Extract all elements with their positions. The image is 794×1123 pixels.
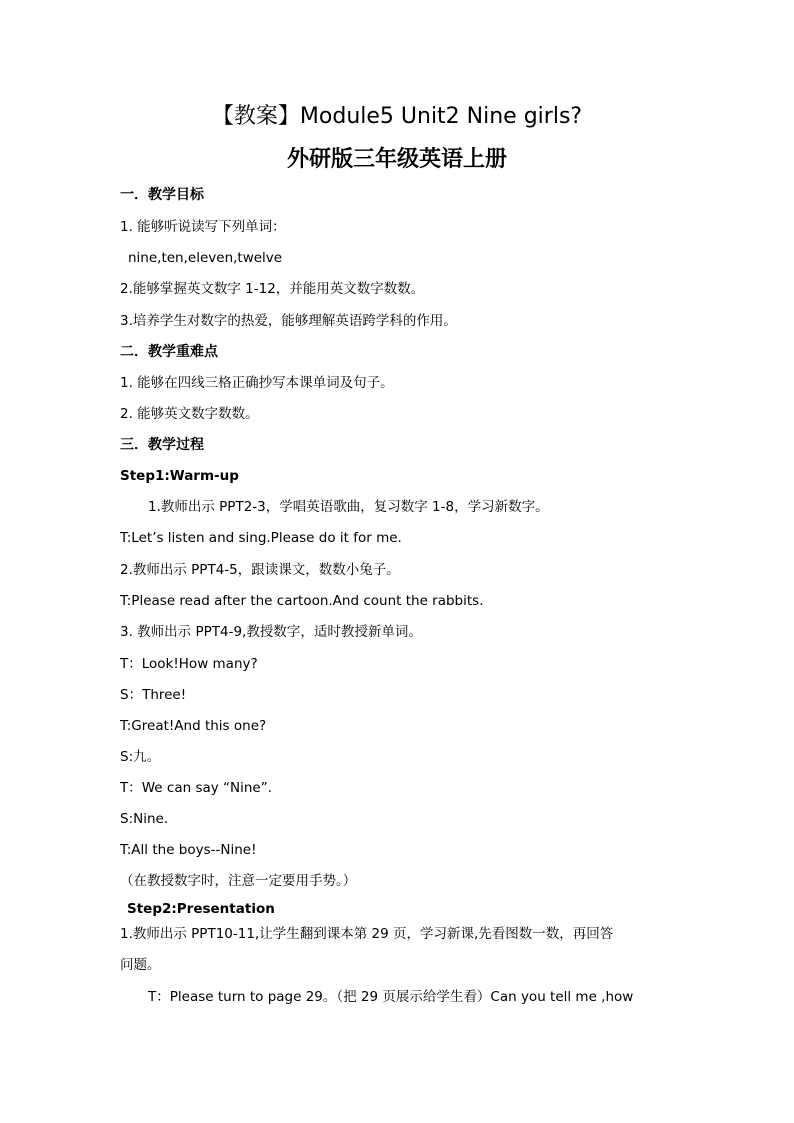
paragraph-line: （在教授数字时，注意一定要用手势。）: [120, 873, 357, 889]
paragraph-line: 问题。: [120, 957, 161, 973]
dialogue-line: S：Three!: [120, 687, 187, 703]
paragraph-line: 2. 能够英文数字数数。: [120, 406, 259, 422]
section-heading: 三．教学过程: [120, 437, 204, 453]
step-heading: Step2:Presentation: [127, 901, 275, 917]
paragraph-line: 2.能够掌握英文数字 1-12，并能用英文数字数数。: [120, 281, 425, 297]
paragraph-line: T:Please read after the cartoon.And count the rabbits.: [120, 593, 484, 609]
paragraph-line: 3. 教师出示 PPT4-9,教授数字，适时教授新单词。: [120, 624, 422, 640]
paragraph-line: T:Let’s listen and sing.Please do it for me.: [120, 530, 402, 546]
paragraph-line: 1.教师出示 PPT2-3，学唱英语歌曲，复习数字 1-8，学习新数字。: [148, 499, 549, 515]
paragraph-line: 3.培养学生对数字的热爱，能够理解英语跨学科的作用。: [120, 313, 457, 329]
paragraph-line: 1. 能够在四线三格正确抄写本课单词及句子。: [120, 375, 394, 391]
paragraph-line: T：Please turn to page 29。（把 29 页展示给学生看）Can you tell me ,how: [148, 989, 634, 1005]
section-heading: 二．教学重难点: [120, 344, 218, 360]
dialogue-line: S:Nine.: [120, 811, 169, 827]
dialogue-line: T：We can say “Nine”.: [120, 780, 273, 796]
document-subtitle: 外研版三年级英语上册: [286, 147, 507, 172]
paragraph-line: 1. 能够听说读写下列单词：: [120, 219, 286, 235]
paragraph-line: 2.教师出示 PPT4-5，跟读课文，数数小兔子。: [120, 562, 400, 578]
dialogue-line: T:All the boys--Nine!: [120, 842, 257, 858]
dialogue-line: S:九。: [120, 749, 161, 765]
step-heading: Step1:Warm-up: [120, 468, 239, 484]
paragraph-line: 1.教师出示 PPT10-11,让学生翻到课本第 29 页，学习新课,先看图数一数，再回答: [120, 926, 614, 942]
document-title: 【教案】Module5 Unit2 Nine girls?: [211, 104, 583, 129]
section-heading: 一．教学目标: [120, 187, 204, 203]
paragraph-line: nine,ten,eleven,twelve: [128, 250, 283, 266]
dialogue-line: T：Look!How many?: [120, 656, 258, 672]
dialogue-line: T:Great!And this one?: [120, 718, 267, 734]
